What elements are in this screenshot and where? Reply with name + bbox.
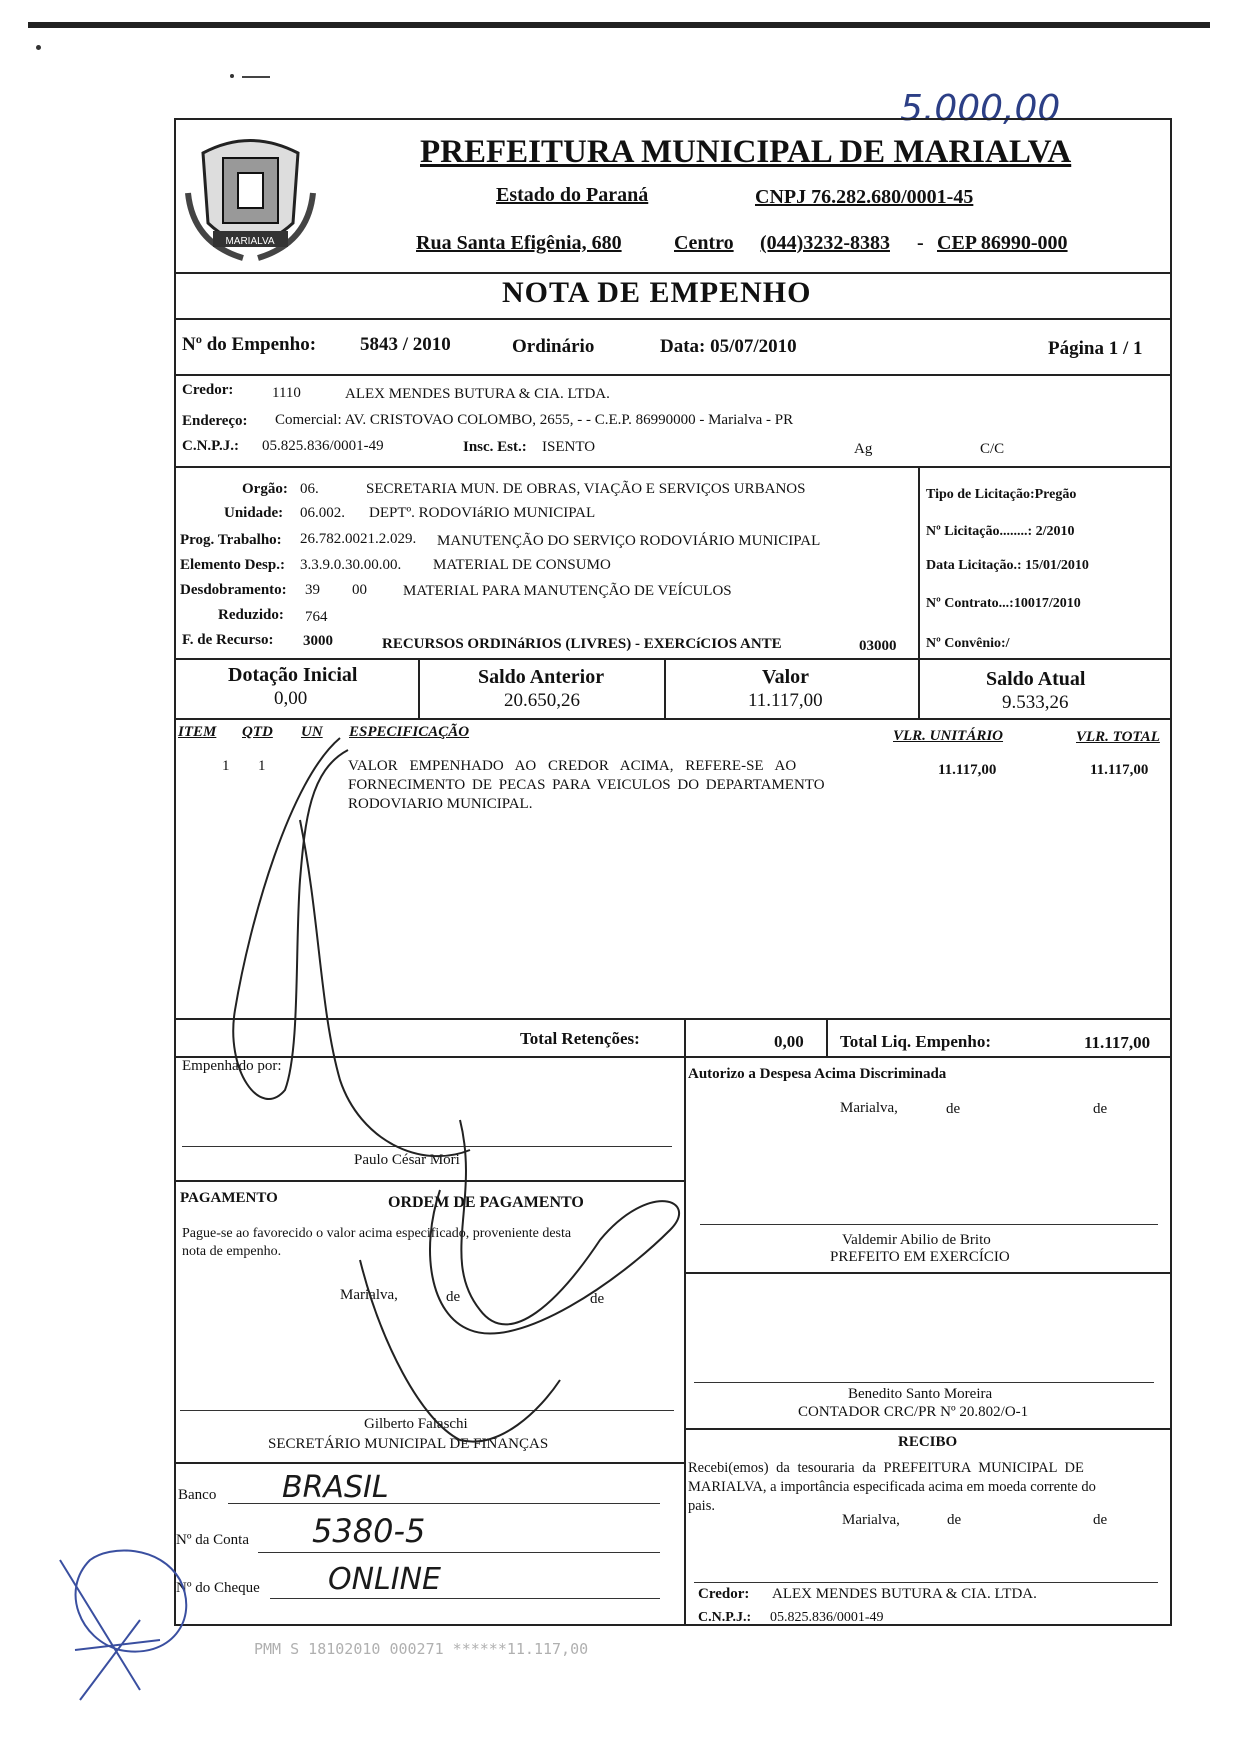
handwritten-amount: 5.000,00 bbox=[900, 88, 1061, 129]
recibo-cnpj-label: C.N.P.J.: bbox=[698, 1610, 752, 1625]
recibo-credor-name: ALEX MENDES BUTURA & CIA. LTDA. bbox=[772, 1586, 1037, 1602]
item-number: 1 bbox=[222, 758, 230, 774]
date-de-label: de bbox=[947, 1512, 962, 1528]
signatory-paulo: Paulo César Mori bbox=[354, 1152, 460, 1168]
recibo-credor-label: Credor: bbox=[698, 1586, 750, 1602]
reduzido-value: 764 bbox=[305, 609, 328, 625]
signatory-contador-role: CONTADOR CRC/PR Nº 20.802/O-1 bbox=[798, 1404, 1029, 1420]
signatory-contador: Benedito Santo Moreira bbox=[848, 1386, 993, 1402]
recibo-text-line: pais. bbox=[688, 1498, 715, 1514]
credor-name: ALEX MENDES BUTURA & CIA. LTDA. bbox=[345, 386, 610, 402]
elemento-label: Elemento Desp.: bbox=[180, 557, 285, 573]
recurso-label: F. de Recurso: bbox=[182, 632, 274, 648]
total-liquido-label: Total Liq. Empenho: bbox=[840, 1032, 991, 1051]
empenho-label: Nº do Empenho: bbox=[182, 334, 317, 355]
recurso-code-2: 03000 bbox=[859, 638, 897, 654]
city-label: Marialva, bbox=[340, 1287, 398, 1303]
insc-label: Insc. Est.: bbox=[463, 439, 527, 455]
saldo-anterior-value: 20.650,26 bbox=[504, 690, 580, 711]
header-cnpj: CNPJ 76.282.680/0001-45 bbox=[755, 186, 974, 208]
item-unit-value: 11.117,00 bbox=[938, 762, 997, 778]
credor-label: Credor: bbox=[182, 382, 234, 398]
empenhado-por-label: Empenhado por: bbox=[182, 1058, 282, 1074]
header-address: Rua Santa Efigênia, 680 bbox=[416, 232, 622, 254]
recibo-title: RECIBO bbox=[898, 1434, 958, 1450]
unidade-label: Unidade: bbox=[224, 505, 284, 521]
item-total-value: 11.117,00 bbox=[1090, 762, 1149, 778]
orgao-code: 06. bbox=[300, 481, 319, 497]
recibo-cnpj: 05.825.836/0001-49 bbox=[770, 1610, 884, 1625]
item-description-line: FORNECIMENTO DE PECAS PARA VEICULOS DO DEPARTAMENTO bbox=[348, 777, 825, 793]
header-phone: (044)3232-8383 bbox=[760, 232, 890, 254]
saldo-atual-label: Saldo Atual bbox=[986, 668, 1086, 690]
signatory-prefeito: Valdemir Abilio de Brito bbox=[842, 1232, 991, 1248]
date-de-label: de bbox=[1093, 1512, 1108, 1528]
municipality-title: PREFEITURA MUNICIPAL DE MARIALVA bbox=[420, 134, 1072, 170]
items-col-un: UN bbox=[301, 724, 323, 740]
dotacao-value: 0,00 bbox=[274, 688, 308, 709]
ordem-pagamento-label: ORDEM DE PAGAMENTO bbox=[388, 1194, 584, 1211]
credor-address: Comercial: AV. CRISTOVAO COLOMBO, 2655, - - C.E.P. 86990000 - Marialva - PR bbox=[275, 412, 794, 428]
licitacao-convenio: Nº Convênio:/ bbox=[926, 636, 1010, 651]
empenho-type: Ordinário bbox=[512, 336, 595, 357]
orgao-label: Orgão: bbox=[242, 481, 288, 497]
licitacao-tipo: Tipo de Licitação:Pregão bbox=[926, 487, 1077, 502]
credor-cnpj: 05.825.836/0001-49 bbox=[262, 438, 384, 454]
items-col-vlr-unitario: VLR. UNITÁRIO bbox=[893, 728, 1004, 744]
desdobramento-a: 39 bbox=[305, 582, 320, 598]
reduzido-label: Reduzido: bbox=[218, 607, 284, 623]
document-title: NOTA DE EMPENHO bbox=[502, 276, 812, 309]
date-de-label: de bbox=[1093, 1101, 1108, 1117]
elemento-name: MATERIAL DE CONSUMO bbox=[433, 557, 611, 573]
item-qtd: 1 bbox=[258, 758, 266, 774]
items-col-item: ITEM bbox=[178, 724, 217, 740]
city-label: Marialva, bbox=[842, 1512, 900, 1528]
desdobramento-label: Desdobramento: bbox=[180, 582, 287, 598]
retencoes-value: 0,00 bbox=[774, 1032, 804, 1051]
desdobramento-name: MATERIAL PARA MANUTENÇÃO DE VEÍCULOS bbox=[403, 583, 732, 599]
header-cep: CEP 86990-000 bbox=[937, 232, 1068, 254]
orgao-name: SECRETARIA MUN. DE OBRAS, VIAÇÃO E SERVIÇOS URBANOS bbox=[366, 481, 806, 497]
valor-value: 11.117,00 bbox=[748, 690, 823, 711]
signatory-gilberto-role: SECRETÁRIO MUNICIPAL DE FINANÇAS bbox=[268, 1436, 549, 1452]
desdobramento-b: 00 bbox=[352, 582, 367, 598]
saldo-atual-value: 9.533,26 bbox=[1002, 692, 1069, 713]
header-dash: - bbox=[917, 232, 924, 254]
total-liquido-value: 11.117,00 bbox=[1084, 1033, 1151, 1052]
date-de-label: de bbox=[590, 1291, 605, 1307]
prog-label: Prog. Trabalho: bbox=[180, 532, 282, 548]
page-number: Página 1 / 1 bbox=[1048, 338, 1143, 359]
signatory-prefeito-role: PREFEITO EM EXERCÍCIO bbox=[830, 1249, 1010, 1265]
recibo-text-line: Recebi(emos) da tesouraria da PREFEITURA MUNICIPAL DE bbox=[688, 1460, 1084, 1476]
recurso-code: 3000 bbox=[303, 633, 333, 649]
prog-name: MANUTENÇÃO DO SERVIÇO RODOVIÁRIO MUNICIPAL bbox=[437, 533, 821, 549]
items-col-qtd: QTD bbox=[242, 724, 273, 740]
pagamento-label: PAGAMENTO bbox=[180, 1190, 278, 1206]
date-de-label: de bbox=[946, 1101, 961, 1117]
seal-text: MARIALVA bbox=[225, 236, 275, 247]
unidade-name: DEPTº. RODOVIáRIO MUNICIPAL bbox=[369, 505, 596, 521]
recurso-name: RECURSOS ORDINáRIOS (LIVRES) - EXERCíCIOS ANTE bbox=[382, 636, 782, 652]
header-center: Centro bbox=[674, 232, 734, 254]
cnpj-label: C.N.P.J.: bbox=[182, 438, 239, 454]
account-label: C/C bbox=[980, 441, 1005, 457]
conta-value: 5380-5 bbox=[312, 1512, 426, 1550]
endereco-label: Endereço: bbox=[182, 413, 248, 429]
cheque-label: Nº do Cheque bbox=[176, 1580, 260, 1596]
state-name: Estado do Paraná bbox=[496, 184, 649, 206]
autorizo-label: Autorizo a Despesa Acima Discriminada bbox=[688, 1066, 947, 1082]
empenho-number: 5843 / 2010 bbox=[360, 334, 451, 355]
credor-code: 1110 bbox=[272, 385, 301, 401]
item-description-line: VALOR EMPENHADO AO CREDOR ACIMA, REFERE-SE AO bbox=[348, 758, 797, 774]
saldo-anterior-label: Saldo Anterior bbox=[478, 666, 605, 688]
licitacao-data: Data Licitação.: 15/01/2010 bbox=[926, 558, 1089, 573]
pague-text-line: Pague-se ao favorecido o valor acima especificado, proveniente desta bbox=[182, 1226, 572, 1241]
empenho-date: Data: 05/07/2010 bbox=[660, 336, 797, 357]
item-description-line: RODOVIARIO MUNICIPAL. bbox=[348, 796, 533, 812]
banco-label: Banco bbox=[178, 1487, 217, 1503]
banco-value: BRASIL bbox=[282, 1470, 389, 1505]
retencoes-label: Total Retenções: bbox=[520, 1029, 640, 1048]
city-label: Marialva, bbox=[840, 1100, 898, 1116]
recibo-text-line: MARIALVA, a importância especificada acima em moeda corrente do bbox=[688, 1479, 1096, 1495]
conta-label: Nº da Conta bbox=[176, 1532, 249, 1548]
licitacao-numero: Nº Licitação........: 2/2010 bbox=[926, 524, 1075, 539]
items-col-vlr-total: VLR. TOTAL bbox=[1076, 729, 1160, 745]
cheque-value: ONLINE bbox=[328, 1562, 442, 1597]
machine-stamp: PMM S 18102010 000271 ******11.117,00 bbox=[254, 1640, 589, 1658]
prog-code: 26.782.0021.2.029. bbox=[300, 531, 417, 547]
date-de-label: de bbox=[446, 1289, 461, 1305]
elemento-code: 3.3.9.0.30.00.00. bbox=[300, 557, 402, 573]
agency-label: Ag bbox=[854, 441, 873, 457]
insc-value: ISENTO bbox=[542, 439, 596, 455]
signatory-gilberto: Gilberto Falaschi bbox=[364, 1416, 468, 1432]
dotacao-label: Dotação Inicial bbox=[228, 664, 358, 686]
valor-label: Valor bbox=[762, 666, 810, 688]
licitacao-contrato: Nº Contrato...:10017/2010 bbox=[926, 596, 1081, 611]
items-col-especificacao: ESPECIFICAÇÃO bbox=[349, 724, 470, 740]
pague-text-line: nota de empenho. bbox=[182, 1244, 282, 1259]
unidade-code: 06.002. bbox=[300, 505, 345, 521]
